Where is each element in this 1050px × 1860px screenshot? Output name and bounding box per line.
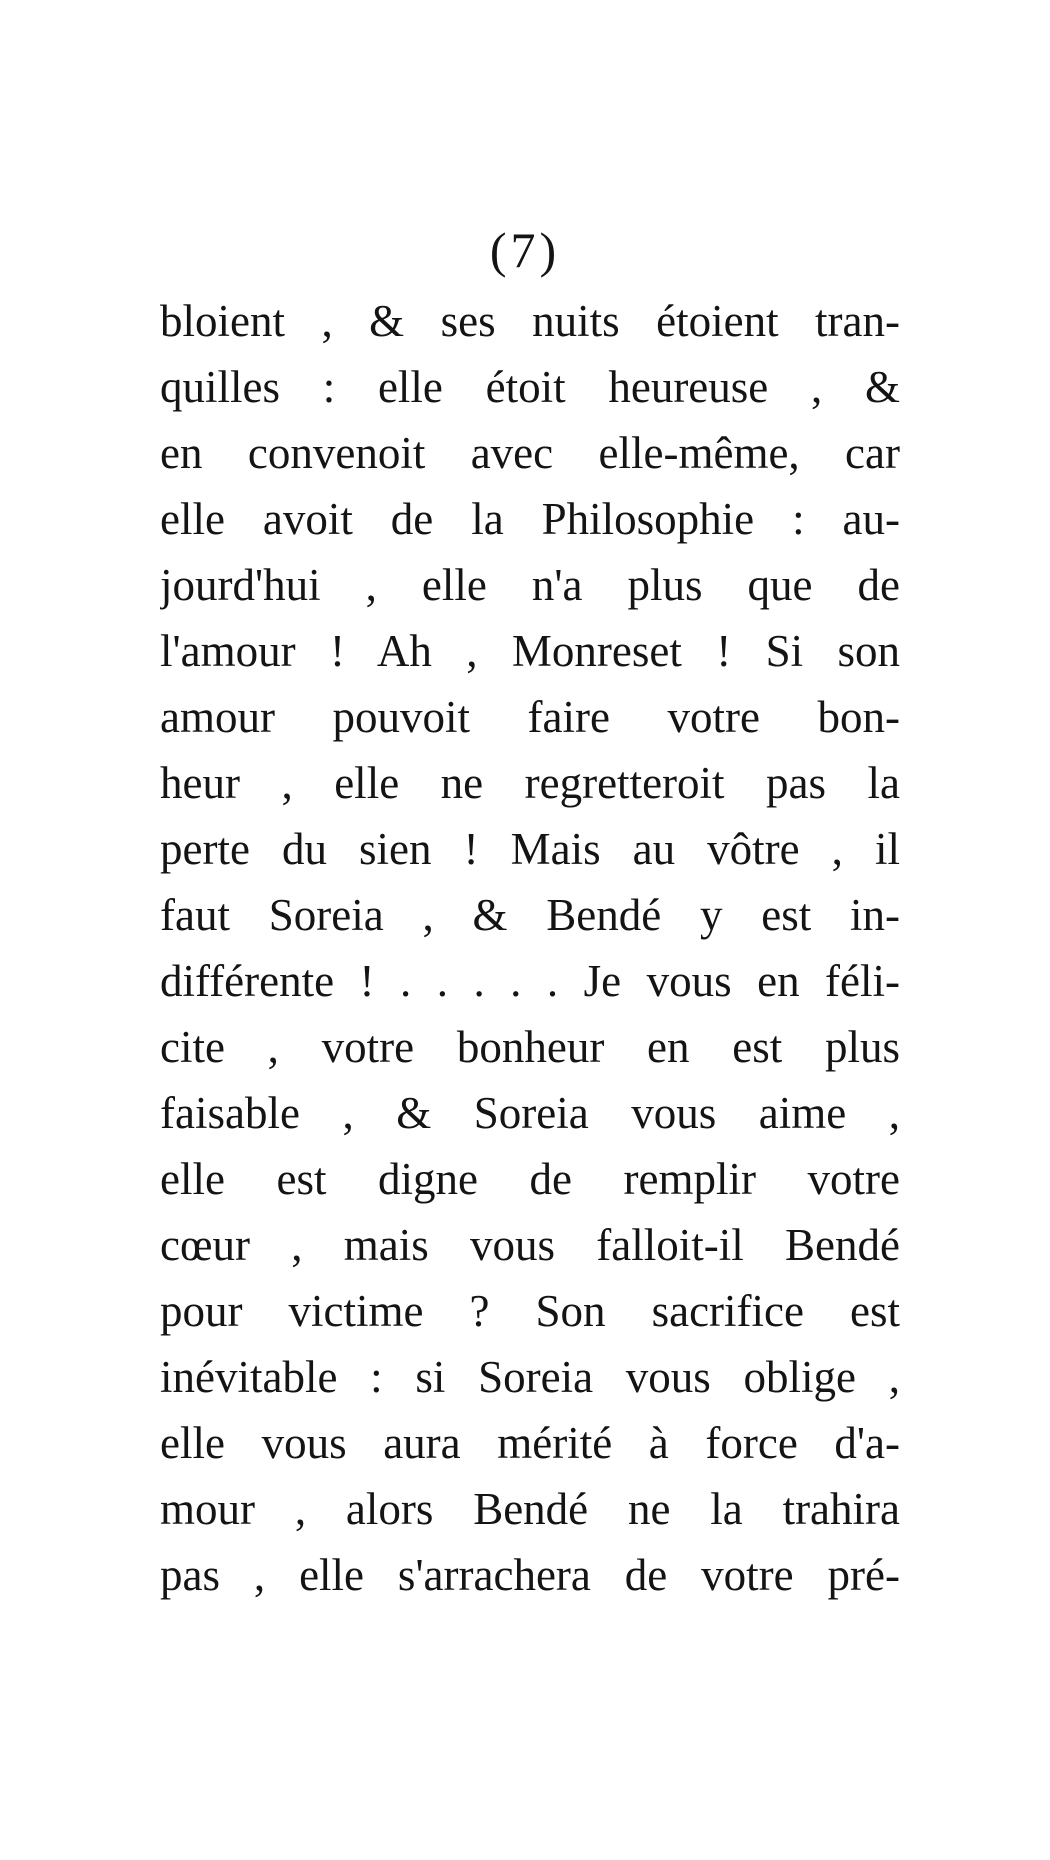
text-line: elle est digne de remplir votre [160, 1154, 900, 1204]
text-line: amour pouvoit faire votre bon- [160, 692, 900, 742]
text-line: différente ! . . . . . Je vous en féli- [160, 956, 900, 1006]
text-line: mour , alors Bendé ne la trahira [160, 1484, 900, 1534]
text-line: l'amour ! Ah , Monreset ! Si son [160, 626, 900, 676]
page-number: (7) [489, 222, 561, 278]
text-line: perte du sien ! Mais au vôtre , il [160, 824, 900, 874]
text-line: bloient , & ses nuits étoient tran- [160, 296, 900, 346]
text-line: elle avoit de la Philosophie : au- [160, 494, 900, 544]
text-line: pas , elle s'arrachera de votre pré- [160, 1550, 900, 1600]
body-text [160, 288, 900, 1608]
text-line: quilles : elle étoit heureuse , & [160, 362, 900, 412]
text-line: faut Soreia , & Bendé y est in- [160, 890, 900, 940]
text-line: jourd'hui , elle n'a plus que de [160, 560, 900, 610]
text-line: heur , elle ne regretteroit pas la [160, 758, 900, 808]
text-line: cite , votre bonheur en est plus [160, 1022, 900, 1072]
text-line: elle vous aura mérité à force d'a- [160, 1418, 900, 1468]
text-line: en convenoit avec elle-même, car [160, 428, 900, 478]
text-line: pour victime ? Son sacrifice est [160, 1286, 900, 1336]
text-line: faisable , & Soreia vous aime , [160, 1088, 900, 1138]
text-line: cœur , mais vous falloit-il Bendé [160, 1220, 900, 1270]
text-line: inévitable : si Soreia vous oblige , [160, 1352, 900, 1402]
